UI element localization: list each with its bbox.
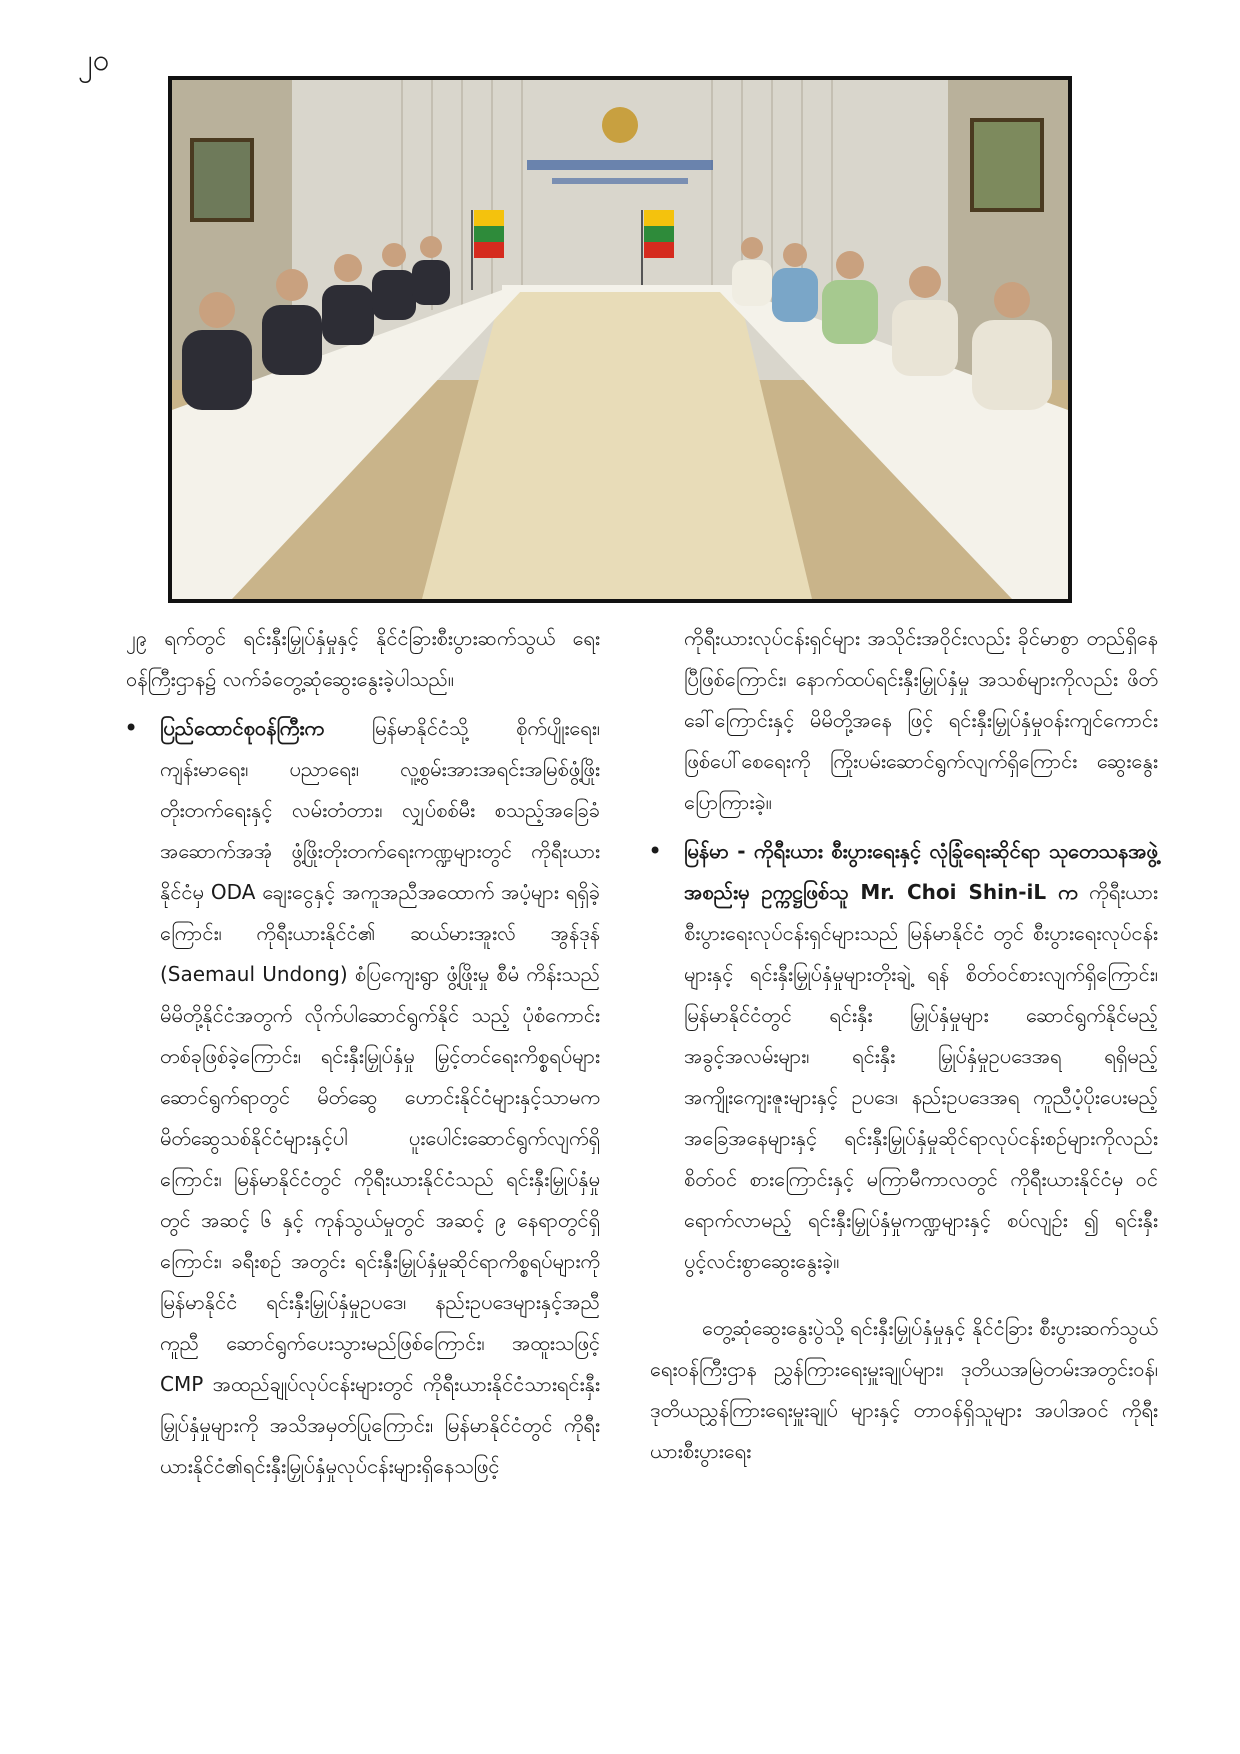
- page-number: ၂၀: [78, 43, 110, 78]
- bullet-body: ကိုရီးယားစီးပွားရေးလုပ်ငန်းရှင်များသည် မြန်မာနိုင်ငံ တွင် စီးပွားရေးလုပ်ငန်းများနှင့် ရင်းနှီးမြှုပ်နှံမှုများတိုးချဲ့ ရန် စိတ်ဝင်စားလျက်ရှိကြောင်း၊ မြန်မာနိုင်ငံတွင် ရင်းနှီး မြှုပ်နှံမှုများ ဆောင်ရွက်နိုင်မည့်အခွင့်အလမ်းများ၊ ရင်းနှီး မြှုပ်နှံမှုဥပဒေအရ ရရှိမည့် အကျိုးကျေးဇူးများနှင့် ဥပဒေ၊ နည်းဥပဒေအရ ကူညီပံ့ပိုးပေးမည့်အခြေအနေများနှင့် ရင်းနှီးမြှုပ်နှံမှုဆိုင်ရာလုပ်ငန်းစဉ်များကိုလည်း စိတ်ဝင် စားကြောင်းနှင့် မကြာမီကာလတွင် ကိုရီးယားနိုင်ငံမှ ဝင်ရောက်လာမည့် ရင်းနှီးမြှုပ်နှံမှုကဏ္ဍများနှင့် စပ်လျဉ်း ၍ ရင်းနှီးပွင့်လင်းစွာဆွေးနွေးခဲ့။: [684, 880, 1158, 1273]
- meeting-photo: [168, 76, 1072, 603]
- wall-picture-left: [192, 140, 252, 220]
- emblem-seal: [602, 107, 638, 143]
- table-far: [502, 285, 738, 292]
- bullet-lead: ပြည်ထောင်စုဝန်ကြီးက: [160, 716, 325, 740]
- banner-subtitle-line: [552, 178, 688, 184]
- bullet-icon: •: [124, 714, 139, 742]
- bullet-paragraph-institute: [650, 831, 1158, 1282]
- wall-picture-right: [972, 120, 1042, 210]
- closing-paragraph: တွေ့ဆုံဆွေးနွေးပွဲသို့ ရင်းနှီးမြှုပ်နှံမှုနှင့် နိုင်ငံခြား စီးပွားဆက်သွယ်ရေးဝန်ကြီးဌာန ညွှန်ကြားရေးမှူးချုပ်များ၊ ဒုတိယအမြဲတမ်းအတွင်းဝန်၊ ဒုတိယညွှန်ကြားရေးမှူးချုပ် များနှင့် တာဝန်ရှိသူများ အပါအဝင် ကိုရီးယားစီးပွားရေး: [650, 1316, 1158, 1463]
- bullet-icon: •: [648, 837, 663, 865]
- meeting-photo-illustration: [172, 80, 1068, 599]
- bullet-body: မြန်မာနိုင်ငံသို့ စိုက်ပျိုးရေး၊ ကျန်းမာရေး၊ ပညာရေး၊ လူ့စွမ်းအားအရင်းအမြစ်ဖွံ့ဖြိုး တိုးတက်ရေးနှင့် လမ်းတံတား၊ လျှပ်စစ်မီး စသည့်အခြေခံ အဆောက်အအုံ ဖွံ့ဖြိုးတိုးတက်ရေးကဏ္ဍများတွင် ကိုရီးယားနိုင်ငံမှ ODA ချေးငွေနှင့် အကူအညီအထောက် အပံ့များ ရရှိခဲ့ကြောင်း၊ ကိုရီးယားနိုင်ငံ၏ ဆယ်မားအူးလ် အွန်ဒုန် (Saemaul Undong) စံပြကျေးရွာ ဖွံ့ဖြိုးမှု စီမံ ကိန်းသည် မိမိတို့နိုင်ငံအတွက် လိုက်ပါဆောင်ရွက်နိုင် သည့် ပုံစံကောင်းတစ်ခုဖြစ်ခဲ့ကြောင်း၊ ရင်းနှီးမြှုပ်နှံမှု မြှင့်တင်ရေးကိစ္စရပ်များ ဆောင်ရွက်ရာတွင် မိတ်ဆွေ ဟောင်းနိုင်ငံများနှင့်သာမက မိတ်ဆွေသစ်နိုင်ငံများနှင့်ပါ ပူးပေါင်းဆောင်ရွက်လျက်ရှိကြောင်း၊ မြန်မာနိုင်ငံတွင် ကိုရီးယားနိုင်ငံသည် ရင်းနှီးမြှုပ်နှံမှုတွင် အဆင့် ၆ နှင့် ကုန်သွယ်မှုတွင် အဆင့် ၉ နေရာတွင်ရှိကြောင်း၊ ခရီးစဉ် အတွင်း ရင်းနှီးမြှုပ်နှံမှုဆိုင်ရာကိစ္စရပ်များကို မြန်မာနိုင်ငံ ရင်းနှီးမြှုပ်နှံမှုဥပဒေ၊ နည်းဥပဒေများနှင့်အညီ ကူညီ ဆောင်ရွက်ပေးသွားမည်ဖြစ်ကြောင်း၊ အထူးသဖြင့် CMP အထည်ချုပ်လုပ်ငန်းများတွင် ကိုရီးယားနိုင်ငံသားရင်းနှီး မြှုပ်နှံမှုများကို အသိအမှတ်ပြုကြောင်း၊ မြန်မာနိုင်ငံတွင် ကိုရီးယားနိုင်ငံ၏ရင်းနှီးမြှုပ်နှံမှုလုပ်ငန်းများရှိနေသဖြင့်: [160, 716, 600, 1478]
- intro-paragraph: ၂၉ ရက်တွင် ရင်းနှီးမြှုပ်နှံမှုနှင့် နိုင်ငံခြားစီးပွားဆက်သွယ် ရေး ဝန်ကြီးဌာန၌ လက်ခံတွေ့ဆုံဆွေးနွေးခဲ့ပါသည်။: [126, 626, 600, 691]
- left-column: [126, 618, 600, 1487]
- bullet-lead: မြန်မာ - ကိုရီးယား စီးပွားရေးနှင့် လုံခြုံရေးဆိုင်ရာ သုတေသနအဖွဲ့အစည်းမှ ဥက္ကဋ္ဌဖြစ်သူ Mr. Choi Shin-iL က: [684, 839, 1158, 904]
- continuation-paragraph: ကိုရီးယားလုပ်ငန်းရှင်များ အသိုင်းအဝိုင်းလည်း ခိုင်မာစွာ တည်ရှိနေပြီဖြစ်ကြောင်း၊ နောက်ထပ်ရင်းနှီးမြှုပ်နှံမှု အသစ်များကိုလည်း ဖိတ်ခေါ်ကြောင်းနှင့် မိမိတို့အနေ ဖြင့် ရင်းနှီးမြှုပ်နှံမှုဝန်းကျင်ကောင်း ဖြစ်ပေါ်စေရေးကို ကြိုးပမ်းဆောင်ရွက်လျက်ရှိကြောင်း ဆွေးနွေးပြောကြားခဲ့။: [684, 626, 1158, 814]
- bullet-paragraph-minister: [126, 708, 600, 1487]
- banner-title-line: [527, 160, 713, 170]
- right-column: [650, 618, 1158, 1472]
